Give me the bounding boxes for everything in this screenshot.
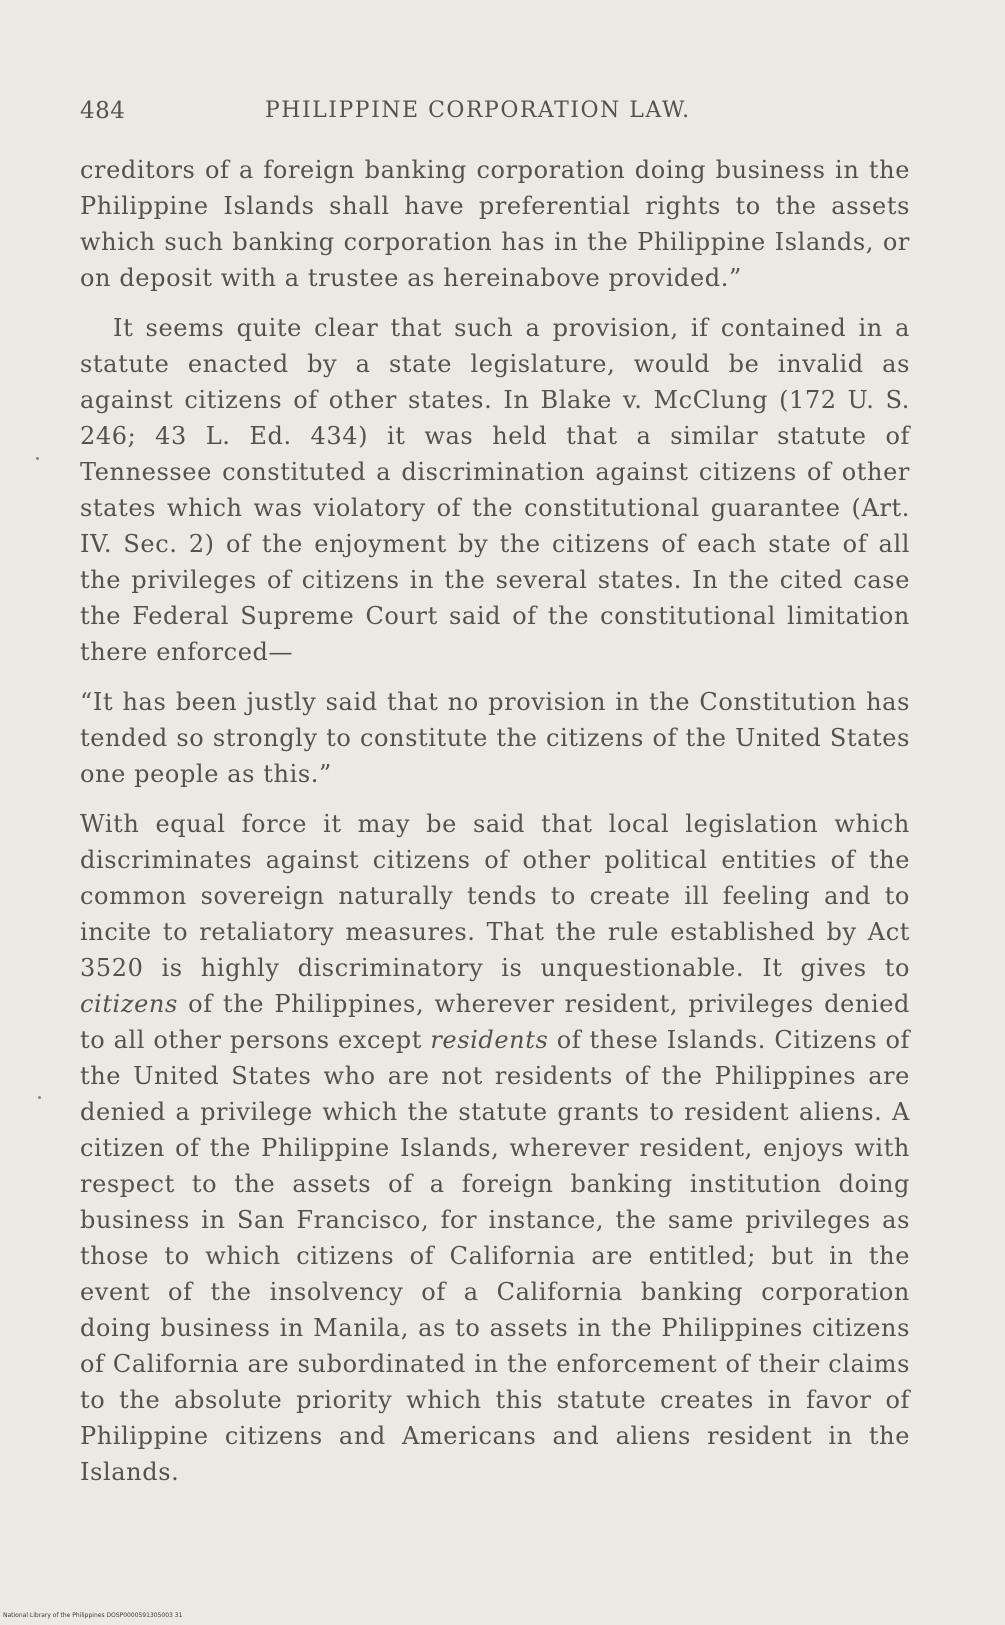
paragraph-continuation: creditors of a foreign banking corporation doing business in the Philippine Islands shall have preferential rights to the assets which such banking corporation has in the Philippine Islands, or on deposit with a trustee as hereinabove provided.” [80,156,910,292]
emphasis-citizens: citizens [80,990,178,1018]
paragraph-text-part: With equal force it may be said that local legislation which discriminates against citizens of other political entities of the common sovereign naturally tends to create ill feeling and to incite to retaliatory measures. That the rule established by Act 3520 is highly discriminatory is unquestionable. It gives to [80,810,910,982]
block-quote: “It has been justly said that no provision in the Constitution has tended so strongly to constitute the citizens of the United States one people as this.” [80,688,910,788]
paragraph-discrimination [80,806,910,1490]
running-title: PHILIPPINE CORPORATION LAW. [265,98,691,123]
emphasis-residents: residents [430,1026,549,1054]
margin-speck [38,1096,41,1099]
paragraph-text-part: of the Philippines, wherever resident, privileges denied to all other persons except [80,990,910,1054]
scan-source-footer: National Library of the Philippines DOSP0000591305003 31 [3,1612,183,1619]
page-number: 484 [80,98,126,124]
running-head [80,98,920,134]
body-text [80,152,910,1504]
paragraph-text-part: of these Islands. Citizens of the United States who are not residents of the Philippines are denied a privilege which the statute grants to resident aliens. A citizen of the Philippine Islands, wherever resident, enjoys with respect to the assets of a foreign banking institution doing business in San Francisco, for instance, the same privileges as those to which citizens of California are entitled; but in the event of the insolvency of a California banking corporation doing business in Manila, as to assets in the Philippines citizens of California are subordinated in the enforcement of their claims to the absolute priority which this statute creates in favor of Philippine citizens and Americans and aliens resident in the Islands. [80,1026,910,1486]
margin-speck [36,457,39,460]
paragraph-blake-v-mcclung: It seems quite clear that such a provision, if contained in a statute enacted by a state legislature, would be invalid as against citizens of other states. In Blake v. McClung (172 U. S. 246; 43 L. Ed. 434) it was held that a similar statute of Tennessee constituted a discrimination against citizens of other states which was violatory of the constitutional guarantee (Art. IV. Sec. 2) of the enjoyment by the citizens of each state of all the privileges of citizens in the several states. In the cited case the Federal Supreme Court said of the constitutional limitation there enforced— [80,314,910,666]
